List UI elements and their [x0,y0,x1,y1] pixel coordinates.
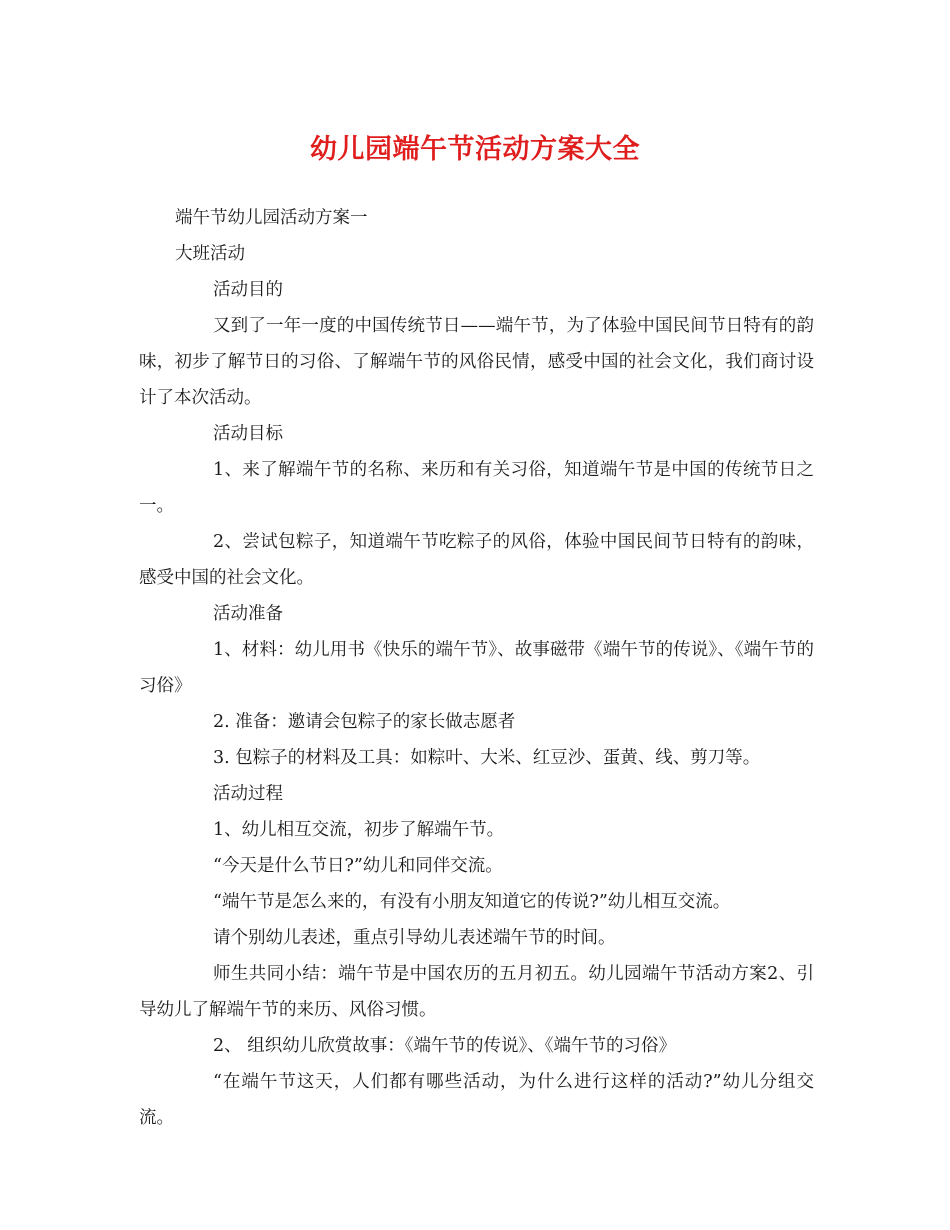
paragraph-process-2: 2、 组织幼儿欣赏故事：《端午节的传说》、《端午节的习俗》 [213,1036,676,1056]
paragraph-goals-heading: 活动目标 [213,424,283,444]
document-body [139,200,814,1136]
paragraph-purpose-text: 又到了一年一度的中国传统节日——端午节，为了体验中国民间节日特有的韵味，初步了解节日的习俗、了解端午节的风俗民情，感受中国的社会文化，我们商讨设计了本次活动。 [139,316,814,408]
paragraph-process-heading: 活动过程 [213,784,283,804]
paragraph-goal-1: 1、来了解端午节的名称、来历和有关习俗，知道端午节是中国的传统节日之一。 [139,460,814,516]
paragraph-preparation-2: 2. 准备：邀请会包粽子的家长做志愿者 [213,712,516,732]
paragraph-purpose-heading: 活动目的 [213,280,283,300]
paragraph-quote-3: “在端午节这天，人们都有哪些活动，为什么进行这样的活动?”幼儿分组交流。 [139,1072,814,1128]
paragraph-preparation-heading: 活动准备 [213,604,283,624]
paragraph-plan-heading: 端午节幼儿园活动方案一 [175,208,368,228]
paragraph-preparation-1: 1、材料：幼儿用书《快乐的端午节》、故事磁带《端午节的传说》、《端午节的习俗》 [139,640,814,696]
paragraph-quote-2: “端午节是怎么来的，有没有小朋友知道它的传说?”幼儿相互交流。 [213,892,731,912]
paragraph-goal-2: 2、尝试包粽子，知道端午节吃粽子的风俗，体验中国民间节日特有的韵味，感受中国的社会文化。 [139,532,814,588]
paragraph-summary: 师生共同小结：端午节是中国农历的五月初五。幼儿园端午节活动方案2、引导幼儿了解端午节的来历、风俗习惯。 [139,964,814,1020]
paragraph-class-heading: 大班活动 [175,244,245,264]
paragraph-quote-1: “今天是什么节日?”幼儿和同伴交流。 [213,856,503,876]
paragraph-preparation-3: 3. 包粽子的材料及工具：如粽叶、大米、红豆沙、蛋黄、线、剪刀等。 [213,748,761,768]
paragraph-process-1: 1、幼儿相互交流，初步了解端午节。 [213,820,505,840]
paragraph-guidance: 请个别幼儿表述，重点引导幼儿表述端午节的时间。 [213,928,616,948]
document-title: 幼儿园端午节活动方案大全 [310,134,640,165]
